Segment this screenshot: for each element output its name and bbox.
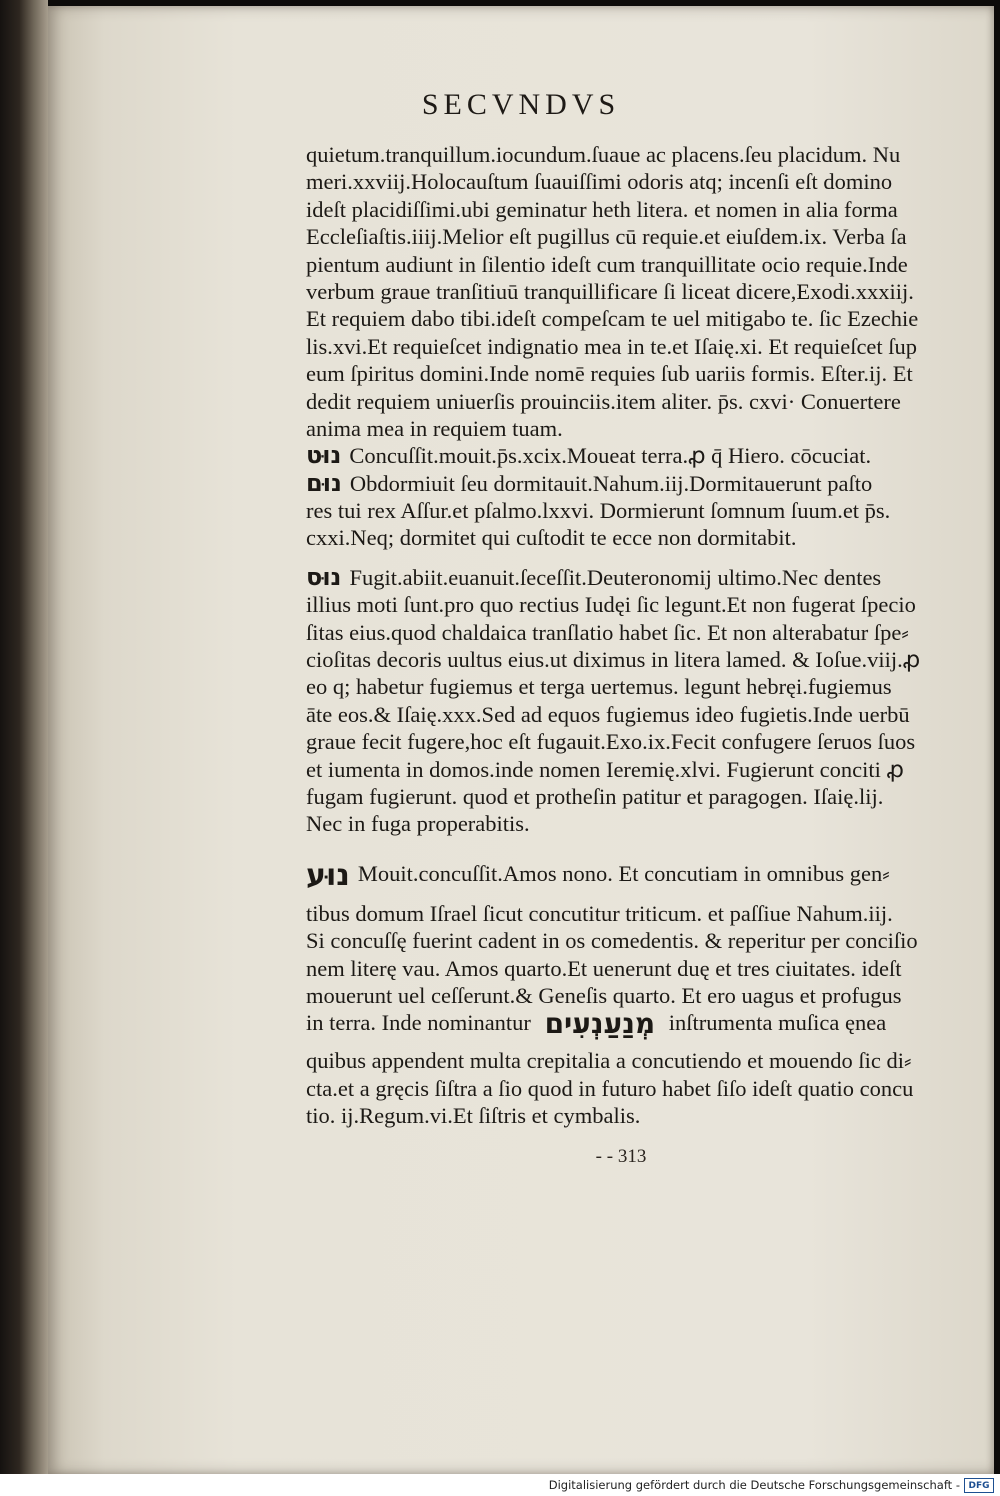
hebrew-headword: נוּט: [306, 441, 342, 470]
entry-text: Mouit.concuſſit.Amos nono. Et concutiam in omnibus gen⸗: [357, 860, 890, 886]
text-line: Eccleſiaſtis.iiij.Melior eſt pugillus cū requie.et eiuſdem.ix. Verba ſa: [306, 224, 907, 250]
running-head: SECVNDVS: [421, 88, 621, 121]
entry-nus: [306, 564, 1000, 591]
text-line: ideſt placidiſſimi.ubi geminatur heth litera. et nomen in alia forma: [306, 196, 898, 222]
text-line: Et requiem dabo tibi.ideſt compeſcam te uel mitigabo te. ſic Ezechie: [306, 306, 919, 332]
book-page: [48, 6, 994, 1474]
text-line: pientum audiunt in ſilentio ideſt cum tranquillitate ocio requie.Inde: [306, 251, 908, 277]
text-line: res tui rex Aſſur.et pſalmo.lxxvi. Dormierunt ſomnum ſuum.et p̄s.: [306, 498, 891, 524]
paragraph-gap: [306, 838, 1000, 860]
text-line: lis.xvi.Et requieſcet indignatio mea in te.et Iſaię.xi. Et requieſcet ſup: [306, 333, 918, 359]
entry-text: Obdormiuit ſeu dormitauit.Nahum.iij.Dormitauerunt paſto: [349, 470, 873, 496]
hebrew-headword: נוּם: [306, 468, 342, 497]
inline-hebrew-line: [306, 1009, 1000, 1047]
text-line: anima mea in requiem tuam.: [306, 415, 563, 441]
text-line: eo q; habetur fugiemus et terga uertemus. legunt hebręi.fugiemus: [306, 674, 892, 700]
text-line: tibus domum Iſrael ſicut concutitur triticum. et paſſiue Nahum.iij.: [306, 900, 893, 926]
text-line: nem literę vau. Amos quarto.Et uenerunt duę et tres ciuitates. ideſt: [306, 955, 902, 981]
text-line: meri.xxviij.Holocauſtum ſuauiſſimi odoris atq; incenſi eſt domino: [306, 169, 893, 195]
text-line: āte eos.& Iſaię.xxx.Sed ad equos fugiemus ideo fugietis.Inde uerbū: [306, 701, 910, 727]
text-line: Si concuſſę fuerint cadent in os comedentis. & reperitur per conciſio: [306, 928, 918, 954]
text-line: quibus appendent multa crepitalia a concutiendo et mouendo ſic di⸗: [306, 1048, 912, 1074]
paragraph-gap: [306, 552, 1000, 564]
text-line: dedit requiem uniuerſis prouinciis.item aliter. p̄s. cxvi· Conuertere: [306, 388, 901, 414]
book-binding-edge: [0, 0, 48, 1478]
page-text: [306, 141, 1000, 1130]
text-line: fugam fugierunt. quod et protheſin patitur et paragogen. Iſaię.lij.: [306, 783, 884, 809]
entry-text: Concuſſit.mouit.p̄s.xcix.Moueat terra.ꝓ q̄ Hiero. cōcuciat.: [349, 443, 872, 469]
text-line: cta.et a gręcis ſiſtra a ſio quod in futuro habet ſiſo ideſt quatio concu: [306, 1075, 914, 1101]
text-line: et iumenta in domos.inde nomen Ieremię.xlvi. Fugierunt conciti ꝓ: [306, 756, 904, 782]
funding-notice: Digitalisierung gefördert durch die Deutsche Forschungsgemeinschaft -: [548, 1478, 960, 1492]
text-line: cioſitas decoris uultus eius.ut diximus in litera lamed. & Ioſue.viij.ꝓ: [306, 647, 921, 673]
line-text-after: inſtrumenta muſica ęnea: [668, 1010, 887, 1036]
entry-num: [306, 470, 1000, 497]
entry-nua: [306, 857, 1000, 900]
text-line: quietum.tranquillum.iocundum.ſuaue ac placens.ſeu placidum. Nu: [306, 142, 901, 167]
entry-text: Fugit.abiit.euanuit.ſeceſſit.Deuteronomij ultimo.Nec dentes: [349, 564, 882, 590]
entry-nut: [306, 442, 1000, 469]
text-line: tio. ij.Regum.vi.Et ſiſtris et cymbalis.: [306, 1103, 641, 1129]
text-line: illius moti ſunt.pro quo rectius Iudęi ſic legunt.Et non fugerat ſpecio: [306, 592, 916, 618]
text-line: Nec in fuga properabitis.: [306, 811, 530, 837]
hebrew-headword: נוּס: [306, 562, 342, 591]
hebrew-headword: נוּע: [306, 857, 350, 893]
text-line: mouerunt uel ceſſerunt.& Geneſis quarto. Et ero uagus et profugus: [306, 982, 902, 1008]
text-line: verbum graue tranſitiuū tranquillificare ſi liceat dicere,Exodi.xxxiij.: [306, 278, 914, 304]
hebrew-word: מְנַעַנְעִים: [544, 1007, 656, 1041]
page-number: - - 313: [595, 1146, 647, 1167]
text-line: graue fecit fugere,hoc eſt fugauit.Exo.ix.Fecit confugere ſeruos ſuos: [306, 729, 916, 755]
text-line: ſitas eius.quod chaldaica tranſlatio habet ſic. Et non alterabatur ſpe⸗: [306, 619, 909, 645]
text-line: eum ſpiritus domini.Inde nomē requies ſub uariis formis. Eſter.ij. Et: [306, 361, 913, 387]
text-line: cxxi.Neq; dormitet qui cuſtodit te ecce non dormitabit.: [306, 525, 797, 551]
line-text-before: in terra. Inde nominantur: [306, 1010, 531, 1036]
digitization-footer: [0, 1474, 1000, 1496]
dfg-logo: DFG: [964, 1478, 994, 1493]
